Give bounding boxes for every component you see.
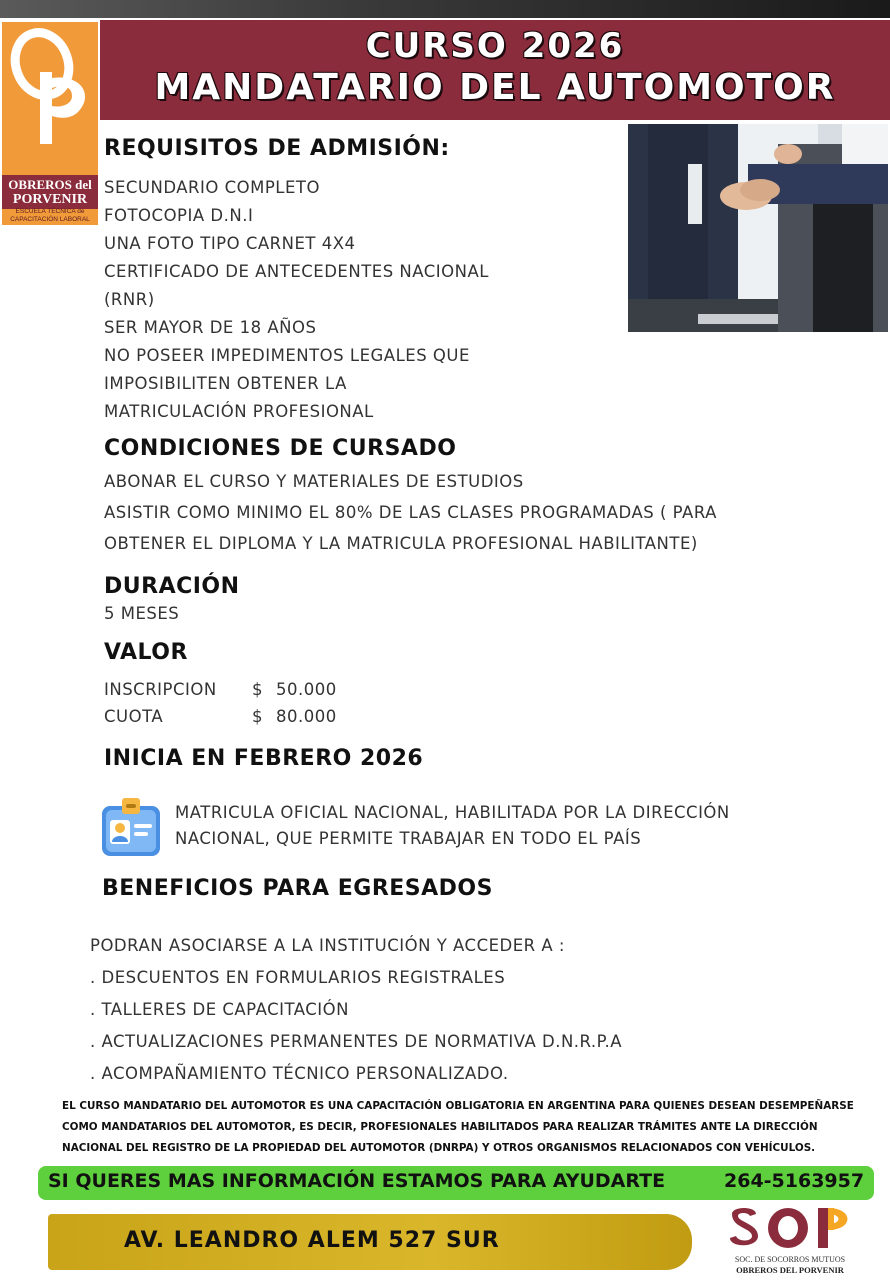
valor-currency: $ — [252, 680, 263, 699]
sop-logo — [720, 1200, 860, 1280]
title-banner — [100, 20, 890, 120]
valor-title: VALOR — [104, 640, 188, 665]
address-text: AV. LEANDRO ALEM 527 SUR — [124, 1228, 500, 1253]
matricula-line1: MATRICULA OFICIAL NACIONAL, HABILITADA POR LA DIRECCIÓN — [175, 803, 730, 822]
requisitos-list — [104, 174, 489, 426]
condiciones-list — [104, 466, 717, 559]
matricula-text — [175, 800, 730, 852]
matricula-line2: NACIONAL, QUE PERMITE TRABAJAR EN TODO EL PAÍS — [175, 829, 642, 848]
top-strip — [0, 0, 890, 18]
requisitos-title: REQUISITOS DE ADMISIÓN: — [104, 136, 450, 161]
list-item: UNA FOTO TIPO CARNET 4X4 — [104, 234, 356, 253]
sop-line1: SOC. DE SOCORROS MUTUOS — [734, 1255, 846, 1264]
contact-phone[interactable]: 264-5163957 — [724, 1170, 865, 1192]
list-item: . TALLERES DE CAPACITACIÓN — [90, 1000, 349, 1019]
logo-name-line2: PORVENIR — [12, 192, 88, 207]
valor-table — [104, 676, 337, 730]
logo-subtitle-line1: ESCUELA TÉCNICA de — [15, 208, 85, 215]
list-item: NO POSEER IMPEDIMENTOS LEGALES QUE — [104, 346, 470, 365]
beneficios-list — [90, 930, 622, 1090]
duracion-value: 5 MESES — [104, 604, 180, 623]
list-item: FOTOCOPIA D.N.I — [104, 206, 254, 225]
logo-subtitle — [2, 208, 98, 224]
valor-label: INSCRIPCION — [104, 680, 217, 699]
contact-bar — [38, 1166, 874, 1200]
inicio-title: INICIA EN FEBRERO 2026 — [104, 746, 424, 771]
id-badge-icon — [100, 796, 162, 858]
address-bar — [48, 1214, 692, 1270]
list-item: SECUNDARIO COMPLETO — [104, 178, 320, 197]
obreros-porvenir-logo — [2, 22, 98, 225]
condiciones-title: CONDICIONES DE CURSADO — [104, 436, 457, 461]
valor-amount: 50.000 — [276, 680, 337, 699]
list-item: OBTENER EL DIPLOMA Y LA MATRICULA PROFESIONAL HABILITANTE) — [104, 534, 698, 553]
valor-row-cuota — [104, 703, 337, 730]
list-item: CERTIFICADO DE ANTECEDENTES NACIONAL — [104, 262, 489, 281]
logo-name — [2, 175, 98, 209]
list-item: IMPOSIBILITEN OBTENER LA — [104, 374, 347, 393]
title-line1: CURSO 2026 — [365, 26, 625, 66]
note-line: COMO MANDATARIOS DEL AUTOMOTOR, ES DECIR, PROFESIONALES HABILITADOS PARA REALIZAR TRÁMITES ANTE LA DIRECCIÓN — [62, 1121, 818, 1133]
sop-logo-icon — [726, 1204, 854, 1252]
logo-subtitle-line2: CAPACITACIÓN LABORAL — [10, 216, 90, 223]
list-item: ABONAR EL CURSO Y MATERIALES DE ESTUDIOS — [104, 472, 524, 491]
beneficios-title: BENEFICIOS PARA EGRESADOS — [102, 876, 493, 901]
valor-label: CUOTA — [104, 707, 164, 726]
list-item: ASISTIR COMO MINIMO EL 80% DE LAS CLASES PROGRAMADAS ( PARA — [104, 503, 717, 522]
list-item: . ACOMPAÑAMIENTO TÉCNICO PERSONALIZADO. — [90, 1064, 509, 1083]
note-line: EL CURSO MANDATARIO DEL AUTOMOTOR ES UNA CAPACITACIÓN OBLIGATORIA EN ARGENTINA PARA QUIENES DESEAN DESEMPEÑARSE — [62, 1100, 854, 1112]
list-item: . ACTUALIZACIONES PERMANENTES DE NORMATIVA D.N.R.P.A — [90, 1032, 623, 1051]
list-item: (RNR) — [104, 290, 155, 309]
list-item: MATRICULACIÓN PROFESIONAL — [104, 402, 374, 421]
valor-row-inscripcion — [104, 676, 337, 703]
op-monogram-icon — [2, 22, 98, 152]
sop-line2: OBREROS DEL PORVENIR — [736, 1265, 844, 1275]
list-item: . DESCUENTOS EN FORMULARIOS REGISTRALES — [90, 968, 506, 987]
contact-message: SI QUERES MAS INFORMACIÓN ESTAMOS PARA AYUDARTE — [48, 1170, 666, 1192]
title-line2: MANDATARIO DEL AUTOMOTOR — [154, 67, 836, 108]
logo-name-line1: OBREROS del — [8, 177, 92, 192]
valor-amount: 80.000 — [276, 707, 337, 726]
note-line: NACIONAL DEL REGISTRO DE LA PROPIEDAD DEL AUTOMOTOR (DNRPA) Y OTROS ORGANISMOS RELACIONADOS CON VEHÍCULOS. — [62, 1142, 816, 1154]
duracion-title: DURACIÓN — [104, 574, 240, 599]
list-item: PODRAN ASOCIARSE A LA INSTITUCIÓN Y ACCEDER A : — [90, 936, 565, 955]
handshake-photo — [628, 124, 888, 332]
valor-currency: $ — [252, 707, 263, 726]
course-note — [62, 1096, 859, 1159]
list-item: SER MAYOR DE 18 AÑOS — [104, 318, 317, 337]
